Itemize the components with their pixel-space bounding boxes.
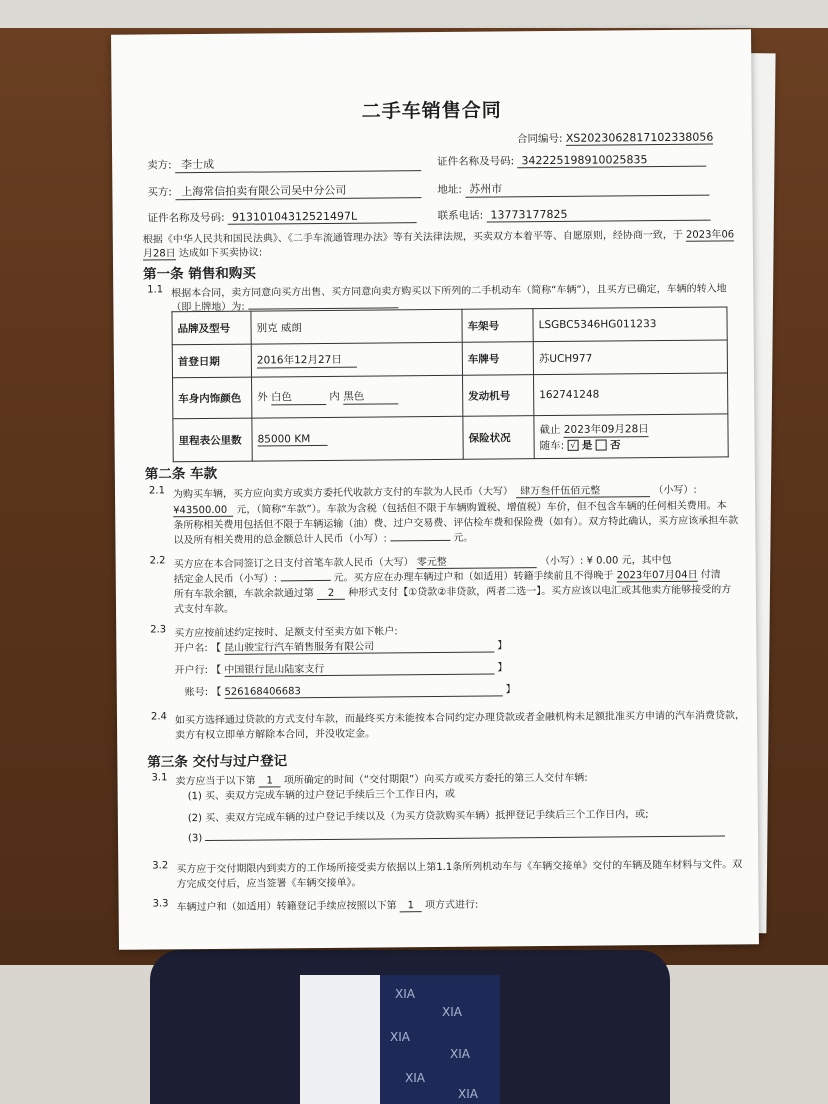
bank-name-label: 开户名: xyxy=(174,642,208,655)
plate-label: 车牌号 xyxy=(462,342,533,376)
clause-2-3-num: 2.3 xyxy=(150,624,167,636)
bank-name-row: 开户名: 【 昆山骏宝行汽车销售服务有限公司 】 xyxy=(174,636,507,655)
buyer-row xyxy=(147,181,421,200)
buyer-id: 91310104312521497L xyxy=(228,209,417,225)
seller-id-row xyxy=(437,152,707,169)
price-small-label: （小写）: xyxy=(653,484,697,497)
clause-3-2-line-1: 买方应于交付期限内到卖方的工作场所接受卖方依据以上第1.1条所列机动车与《车辆交接单》交付的车辆及随车材料与文件。双 xyxy=(176,859,743,876)
account-row: 账号: 【 526168406683 】 xyxy=(184,684,516,699)
reg-date-label: 首登日期 xyxy=(172,344,251,378)
clause-3-3-text-b: 项方式进行: xyxy=(424,899,479,912)
clause-3-1-text-b: 项所确定的时间（“交付期限”）向买方或买方委托的第三人交付车辆: xyxy=(283,772,588,787)
table-row xyxy=(172,307,727,345)
color-in-label: 内 xyxy=(329,390,340,403)
delivery-option-number: 1 xyxy=(259,775,281,787)
clause-2-1-num: 2.1 xyxy=(148,485,165,497)
intro-text-end: 达成如下买卖协议: xyxy=(178,247,263,260)
first-payment-small: （小写）: ¥ 0.00 xyxy=(539,555,619,568)
with-car-label: 随车: xyxy=(539,439,565,452)
color-in-value: 黑色 xyxy=(343,388,398,404)
phone-number: 13773177825 xyxy=(486,207,710,223)
seller-name: 李士成 xyxy=(175,154,421,173)
delivery-option-2: (2) 买、卖双方完成车辆的过户登记手续以及（为买方贷款购买车辆）抵押登记手续后三个工作日内，或; xyxy=(187,809,649,825)
delivery-option-3-blank xyxy=(205,835,725,841)
mileage-cell xyxy=(252,416,463,461)
insurance-until-label: 截止 xyxy=(539,423,561,436)
contract-number: XS2023062817102338056 xyxy=(565,130,714,145)
payment-method-number: 2 xyxy=(317,588,345,600)
clause-2-3-line-1: 买方应按前述约定按时、足额支付至卖方如下帐户: xyxy=(174,626,398,640)
clause-2-2-text-2: 元。买方应在办理车辆过户和（如适用）转籍手续前且不得晚于 xyxy=(333,570,614,584)
delivery-option-3-row xyxy=(188,828,725,844)
clause-2-1-line-3: 条所称相关费用包括但不限于车辆运输（油）费、过户交易费、评估检车费和保险费（如有）。双方特此确认，买方应该承担车款 xyxy=(173,515,739,532)
color-out-value: 白色 xyxy=(271,389,326,405)
clause-2-2-line-3 xyxy=(174,580,731,601)
deposit-blank xyxy=(280,580,330,581)
seller-id-label: 证件名称及号码: xyxy=(437,155,515,168)
bank-label: 开户行: xyxy=(174,664,208,677)
clause-2-2-line-4: 式支付车款。 xyxy=(173,603,235,616)
clause-3-3-text: 车辆过户和（如适用）转籍登记手续应按照以下第 xyxy=(176,900,397,914)
clause-3-3-num: 3.3 xyxy=(152,898,169,910)
delivery-option-3: (3) xyxy=(187,833,203,845)
seller-label: 卖方: xyxy=(147,159,172,172)
seller-id: 342225198910025835 xyxy=(517,153,706,169)
buyer-name: 上海常信拍卖有限公司吴中分公司 xyxy=(175,181,421,200)
account-number: 526168406683 xyxy=(224,684,502,698)
clause-2-4-num: 2.4 xyxy=(150,711,167,723)
clause-2-2-text-2c: 付清 xyxy=(700,569,721,581)
tie-pattern-text: XIA xyxy=(390,1030,410,1044)
article-2-heading: 第二条 车款 xyxy=(144,465,218,483)
intro-date-year-month: 2023年06 xyxy=(686,225,734,241)
tie-pattern-text: XIA xyxy=(395,987,415,1001)
bank-name: 中国银行昆山陆家支行 xyxy=(224,658,494,676)
insurance-until-row xyxy=(539,420,722,438)
clause-3-2-num: 3.2 xyxy=(152,860,169,872)
price-amount-cn: 肆万叁仟伍佰元整 xyxy=(516,481,650,498)
mileage-label: 里程表公里数 xyxy=(173,418,252,462)
clause-2-2-text: 买方应在本合同签订之日支付首笔车款人民币（大写） xyxy=(173,557,414,571)
deposit-label: 括定金人民币（小写）: xyxy=(173,573,278,586)
clause-1-1-num: 1.1 xyxy=(147,284,164,296)
bank-row: 开户行: 【 中国银行昆山陆家支行 】 xyxy=(174,658,507,677)
clause-3-1-num: 3.1 xyxy=(151,772,168,784)
color-out-label: 外 xyxy=(257,391,268,404)
brand-label: 品牌及型号 xyxy=(172,311,251,345)
insurance-label: 保险状况 xyxy=(463,416,534,460)
intro-line-2 xyxy=(143,243,262,260)
clause-3-3-line-1 xyxy=(177,896,479,915)
reg-date-cell xyxy=(251,342,462,377)
buyer-address-row xyxy=(437,179,709,198)
no-label: 否 xyxy=(609,438,621,451)
article-1-heading: 第一条 销售和购买 xyxy=(143,265,256,283)
contract-title: 二手车销售合同 xyxy=(361,99,502,123)
buyer-id-row xyxy=(148,208,418,225)
clause-2-1-text-4-end: 元。 xyxy=(453,532,474,544)
vin-value: LSGBC5346HG011233 xyxy=(533,307,727,342)
insurance-until-date: 2023年09月28日 xyxy=(563,422,649,436)
color-label: 车身内饰颜色 xyxy=(173,377,252,419)
clause-2-1-text-2: 元，（简称“车款”）。车款为含税（包括但不限于车辆购置税、增值税）车价，但不包含车辆的任何相关费用。本 xyxy=(236,500,727,516)
clause-2-4-line-1: 如买方选择通过贷款的方式支付车款，而最终买方未能按本合同约定办理贷款或者金融机构未足额批准买方申请的汽车消费贷款， xyxy=(174,710,746,727)
contract-number-label: 合同编号: xyxy=(516,132,563,146)
clause-3-2-line-2: 方完成交付后，应当签署《车辆交接单》。 xyxy=(176,877,362,891)
buyer-address-label: 地址: xyxy=(437,183,462,196)
article-3-heading: 第三条 交付与过户登记 xyxy=(147,753,288,771)
clause-1-1-text: （即上牌地）为: xyxy=(171,301,245,314)
with-car-row xyxy=(540,436,723,453)
engine-value: 162741248 xyxy=(534,373,728,416)
intro-date-day: 月28日 xyxy=(143,244,176,260)
clause-2-2-text-3: 所有车款余额，车款余款通过第 xyxy=(173,588,314,601)
first-payment-cn: 零元整 xyxy=(417,552,537,569)
intro-text: 根据《中华人民共和国民法典》、《二手车流通管理办法》等有关法律法规，买卖双方本着平等、自愿原则，经协商一致，于 xyxy=(142,229,683,246)
price-amount: ¥43500.00 xyxy=(173,505,233,518)
total-amount-blank xyxy=(390,540,450,542)
buyer-id-label: 证件名称及号码: xyxy=(147,211,225,225)
no-checkbox xyxy=(596,440,607,451)
clause-2-1-text-4: 以及所有相关费用的总金额总计人民币（小写）: xyxy=(173,533,387,547)
contract-page xyxy=(111,29,759,950)
tie-pattern-text: XIA xyxy=(450,1047,470,1061)
clause-2-4-line-2: 卖方有权立即单方解除本合同，并没收定金。 xyxy=(175,728,376,742)
account-label: 账号: xyxy=(184,686,209,699)
bank-account-name: 昆山骏宝行汽车销售服务有限公司 xyxy=(224,636,494,654)
tie-pattern-text: XIA xyxy=(458,1087,478,1101)
transfer-option-number: 1 xyxy=(400,900,422,912)
buyer-label: 买方: xyxy=(147,186,172,199)
buyer-address: 苏州市 xyxy=(465,179,709,198)
mileage-value: 85000 KM xyxy=(258,432,328,446)
table-row xyxy=(173,414,728,462)
color-cell xyxy=(252,375,463,418)
clause-2-2-text-end: 元，其中包 xyxy=(621,554,672,567)
clause-1-1-line-1: 根据本合同，卖方同意向买方出售、买方同意向卖方购买以下所列的二手机动车（简称“车辆”），且买方已确定，车辆的转入地 xyxy=(171,283,727,300)
phone-label: 联系电话: xyxy=(437,209,484,222)
plate-value: 苏UCH977 xyxy=(533,340,727,375)
brand-value: 别克 威朗 xyxy=(251,309,462,344)
person-tie xyxy=(380,975,500,1104)
yes-checkbox: √ xyxy=(567,440,578,451)
yes-label: 是 xyxy=(581,439,593,452)
engine-label: 发动机号 xyxy=(463,375,534,417)
contract-number-row xyxy=(517,130,714,147)
insurance-cell xyxy=(534,414,728,459)
tie-pattern-text: XIA xyxy=(405,1071,425,1085)
clause-2-2-num: 2.2 xyxy=(149,555,166,567)
vehicle-info-table xyxy=(171,306,728,462)
table-row xyxy=(173,373,728,419)
clause-3-1-text: 卖方应当于以下第 xyxy=(175,775,256,788)
delivery-option-1: (1) 买、卖双方完成车辆的过户登记手续后三个工作日内，或 xyxy=(187,788,456,803)
vin-label: 车架号 xyxy=(462,309,533,343)
table-row xyxy=(172,340,727,378)
seller-row xyxy=(147,154,421,173)
phone-row xyxy=(438,206,711,223)
balance-due-date: 2023年07月04日 xyxy=(617,566,698,583)
clause-2-1-line-4 xyxy=(173,529,473,547)
clause-2-2-text-3b: 种形式支付【①贷款②非贷款，两者二选一】。买方应该以电汇或其他卖方能够接受的方 xyxy=(348,584,732,599)
reg-date-value: 2016年12月27日 xyxy=(257,352,357,369)
clause-2-1-text: 为购买车辆，买方应向卖方或卖方委托代收款方支付的车款为人民币（大写） xyxy=(172,486,514,501)
tie-pattern-text: XIA xyxy=(442,1005,462,1019)
